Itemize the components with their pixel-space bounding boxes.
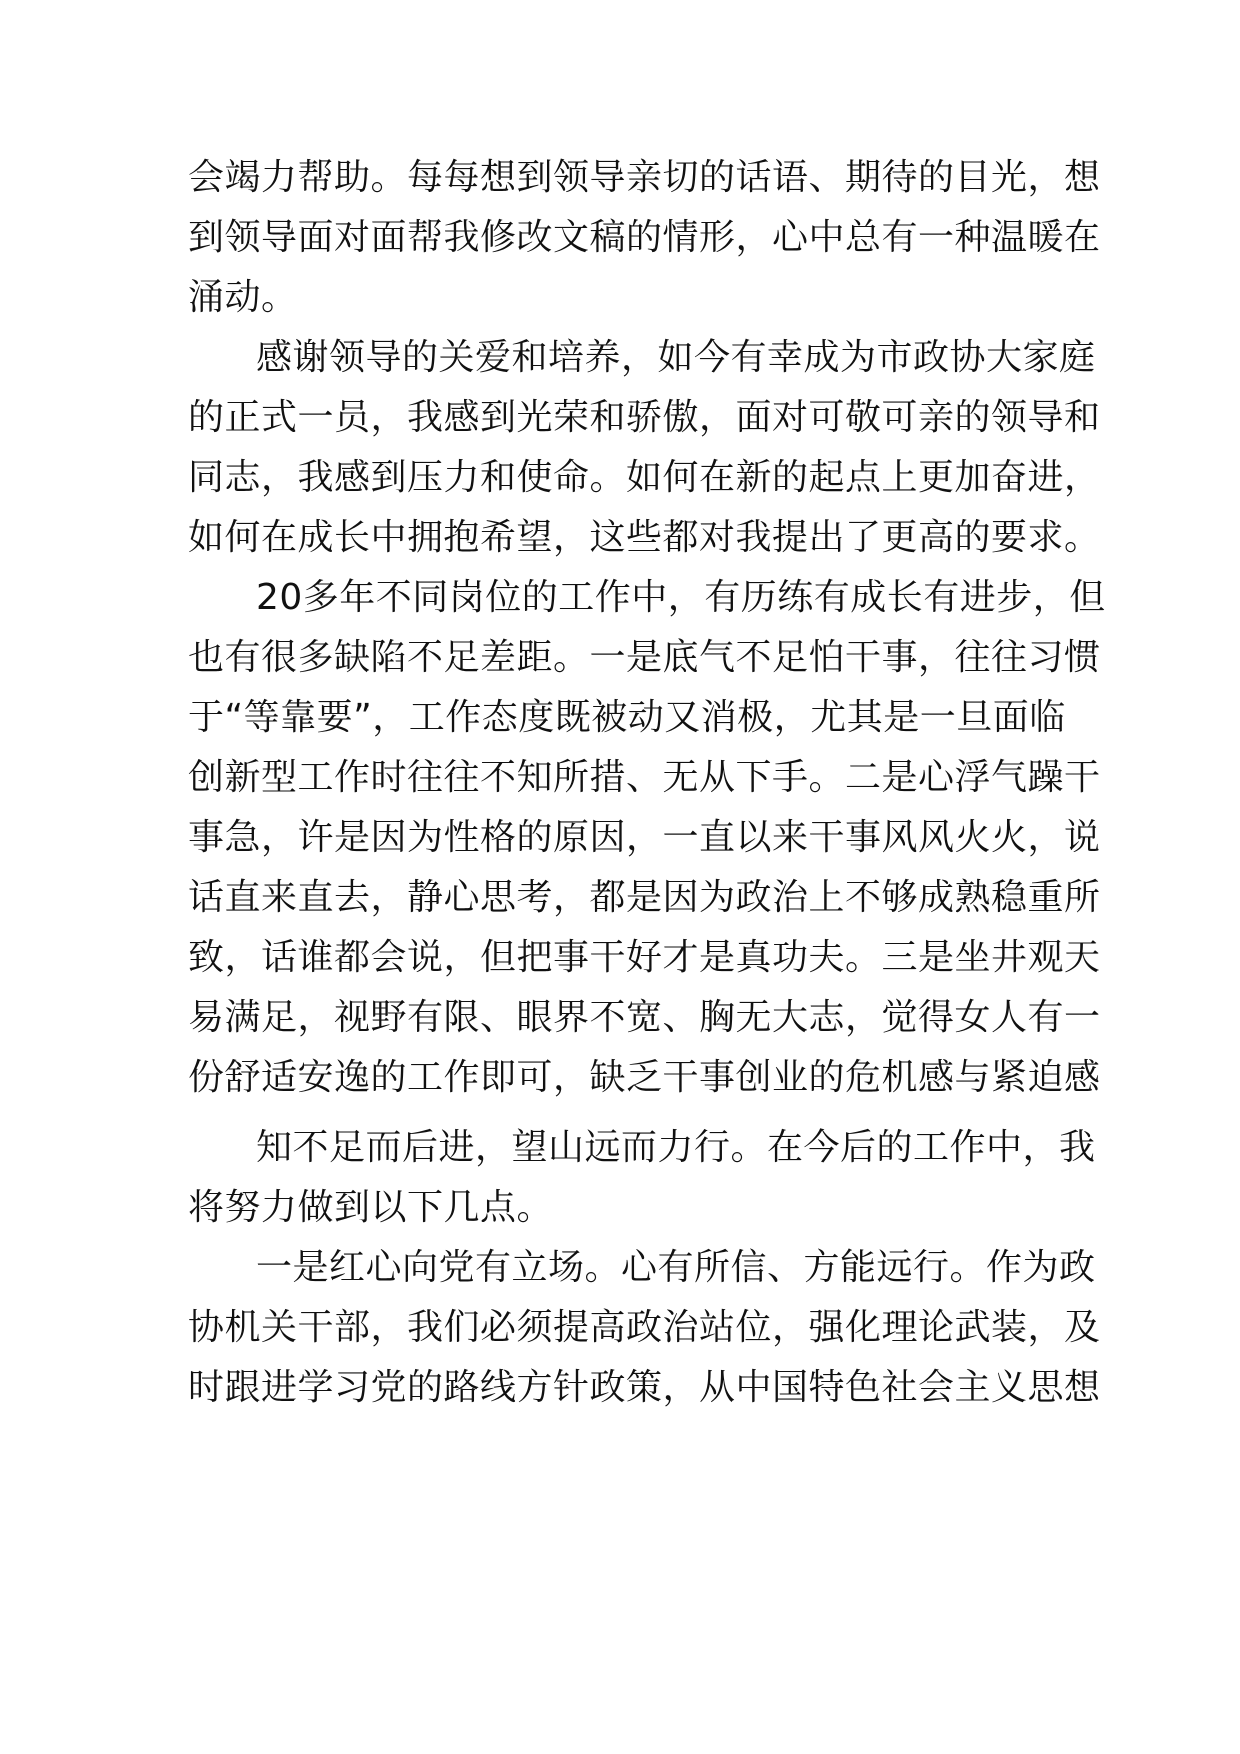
text-line: 时跟进学习党的路线方针政策，从中国特色社会主义思想 bbox=[188, 1367, 1101, 1408]
paragraph-start-line: 20多年不同岗位的工作中，有历练有成长有进步，但 bbox=[256, 577, 1106, 618]
text-line: 的正式一员，我感到光荣和骄傲，面对可敬可亲的领导和 bbox=[188, 397, 1101, 438]
paragraph-start-line: 一是红心向党有立场。心有所信、方能远行。作为政 bbox=[256, 1247, 1096, 1288]
text-line: 将努力做到以下几点。 bbox=[188, 1187, 554, 1228]
text-line: 到领导面对面帮我修改文稿的情形，心中总有一种温暖在 bbox=[188, 217, 1101, 258]
document-page bbox=[188, 0, 1106, 1754]
text-line: 事急，许是因为性格的原因，一直以来干事风风火火，说 bbox=[188, 817, 1101, 858]
text-line: 如何在成长中拥抱希望，这些都对我提出了更高的要求。 bbox=[188, 517, 1101, 558]
text-line: 会竭力帮助。每每想到领导亲切的话语、期待的目光，想 bbox=[188, 157, 1101, 198]
text-line: 易满足，视野有限、眼界不宽、胸无大志，觉得女人有一 bbox=[188, 997, 1101, 1038]
text-line: 创新型工作时往往不知所措、无从下手。二是心浮气躁干 bbox=[188, 757, 1101, 798]
text-line: 致，话谁都会说，但把事干好才是真功夫。三是坐井观天 bbox=[188, 937, 1101, 978]
text-line: 协机关干部，我们必须提高政治站位，强化理论武装，及 bbox=[188, 1307, 1101, 1348]
text-line: 于“等靠要”，工作态度既被动又消极，尤其是一旦面临 bbox=[188, 697, 1066, 738]
paragraph-start-line: 感谢领导的关爱和培养，如今有幸成为市政协大家庭 bbox=[256, 337, 1096, 378]
paragraph-start-line: 知不足而后进，望山远而力行。在今后的工作中，我 bbox=[256, 1127, 1096, 1168]
text-line: 话直来直去，静心思考，都是因为政治上不够成熟稳重所 bbox=[188, 877, 1101, 918]
text-line: 涌动。 bbox=[188, 277, 298, 318]
text-line: 同志，我感到压力和使命。如何在新的起点上更加奋进， bbox=[188, 457, 1101, 498]
text-line: 份舒适安逸的工作即可，缺乏干事创业的危机感与紧迫感 bbox=[188, 1057, 1101, 1098]
text-line: 也有很多缺陷不足差距。一是底气不足怕干事，往往习惯 bbox=[188, 637, 1101, 678]
